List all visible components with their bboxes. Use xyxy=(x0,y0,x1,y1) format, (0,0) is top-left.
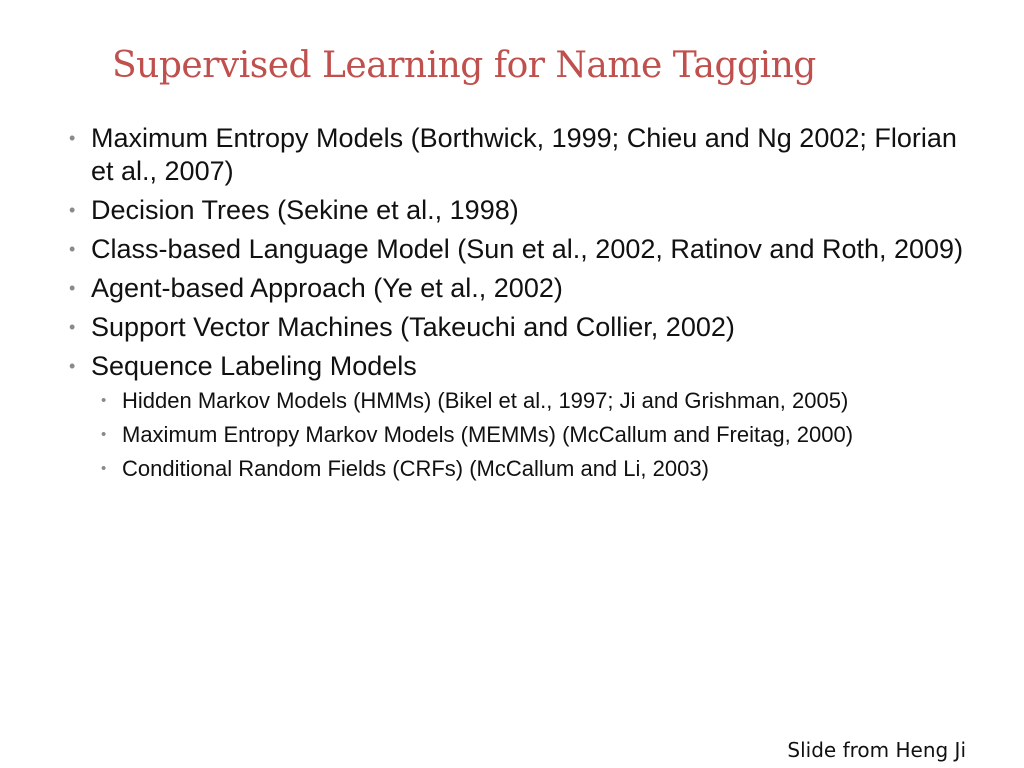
bullet-dot-icon: • xyxy=(69,278,76,298)
bullet-text: Maximum Entropy Models (Borthwick, 1999; Chieu and Ng 2002; Florian et al., 2007) xyxy=(91,123,957,186)
bullet-item xyxy=(66,122,986,188)
bullet-dot-icon: • xyxy=(69,356,76,376)
bullet-dot-icon: • xyxy=(69,200,76,220)
sub-bullet-dot-icon: • xyxy=(101,392,107,409)
bullet-text: Class-based Language Model (Sun et al., 2002, Ratinov and Roth, 2009) xyxy=(91,234,964,264)
bullet-item xyxy=(66,272,986,305)
bullet-list xyxy=(66,122,986,492)
bullet-text: Support Vector Machines (Takeuchi and Collier, 2002) xyxy=(91,312,735,342)
bullet-item xyxy=(66,311,986,344)
bullet-dot-icon: • xyxy=(69,317,76,337)
slide-title: Supervised Learning for Name Tagging xyxy=(112,45,816,86)
sub-bullet-text: Hidden Markov Models (HMMs) (Bikel et al., 1997; Ji and Grishman, 2005) xyxy=(122,388,849,413)
bullet-item xyxy=(66,350,986,486)
bullet-text: Sequence Labeling Models xyxy=(91,351,417,381)
slide-credit: Slide from Heng Ji xyxy=(787,738,966,762)
sub-bullet-item xyxy=(91,418,986,452)
sub-bullet-item xyxy=(91,384,986,418)
bullet-text: Agent-based Approach (Ye et al., 2002) xyxy=(91,273,563,303)
sub-bullet-text: Maximum Entropy Markov Models (MEMMs) (McCallum and Freitag, 2000) xyxy=(122,422,854,447)
bullet-item xyxy=(66,233,986,266)
sub-bullet-dot-icon: • xyxy=(101,460,107,477)
sub-bullet-text: Conditional Random Fields (CRFs) (McCallum and Li, 2003) xyxy=(122,456,709,481)
sub-bullet-item xyxy=(91,452,986,486)
bullet-dot-icon: • xyxy=(69,239,76,259)
bullet-item xyxy=(66,194,986,227)
bullet-dot-icon: • xyxy=(69,128,76,148)
bullet-text: Decision Trees (Sekine et al., 1998) xyxy=(91,195,519,225)
sub-bullet-list xyxy=(91,384,986,486)
sub-bullet-dot-icon: • xyxy=(101,426,107,443)
